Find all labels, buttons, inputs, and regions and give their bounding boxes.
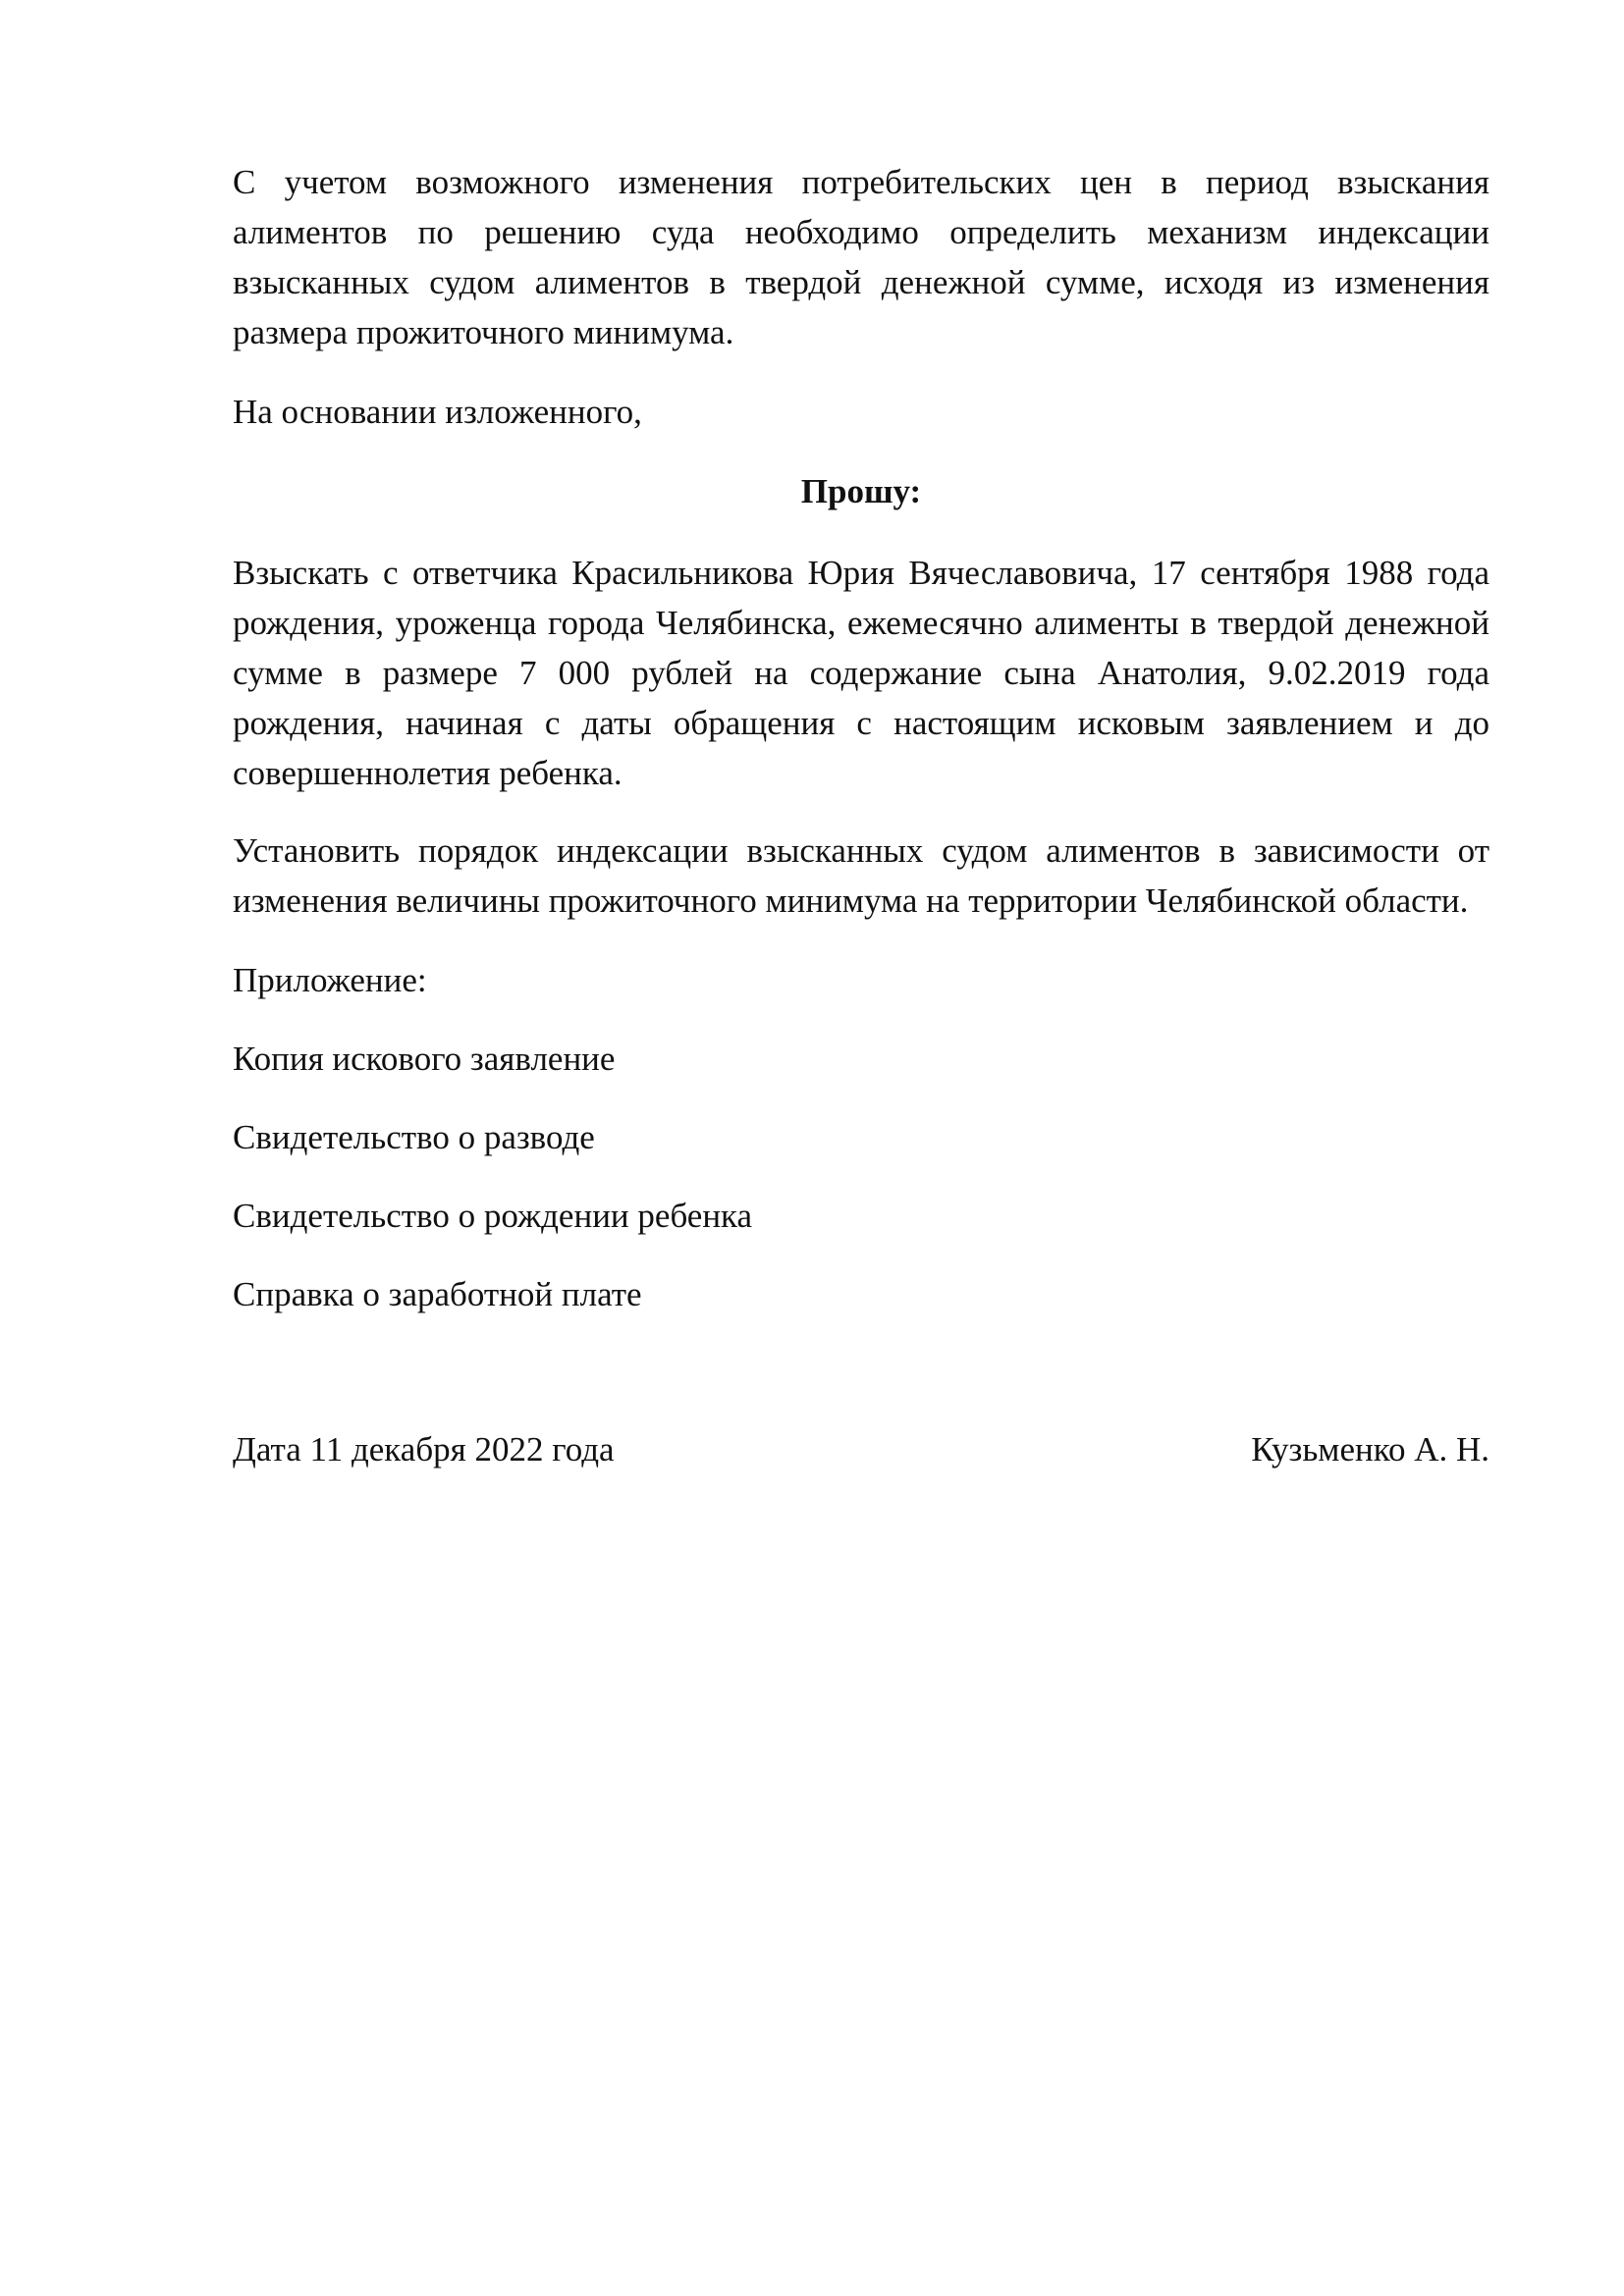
attachment-item: Свидетельство о разводе (233, 1118, 595, 1156)
document-date: Дата 11 декабря 2022 года (233, 1430, 615, 1468)
signature-row (233, 1424, 1489, 1474)
request-heading: Прошу: (800, 472, 922, 510)
document-page (233, 157, 1489, 1474)
attachment-item: Свидетельство о рождении ребенка (233, 1197, 753, 1235)
request-item-alimony: Взыскать с ответчика Красильникова Юрия Вячеславовича, 17 сентября 1988 года рождения, уроженца города Челябинска, ежемесячно алименты в твердой денежной сумме в размере 7 000 рублей на содержание сына Анатолия, 9.02.2019 года рождения, начиная с даты обращения с настоящим исковым заявлением и до совершеннолетия ребенка. (233, 554, 1489, 792)
signature-name: Кузьменко А. Н. (1251, 1430, 1489, 1468)
basis-paragraph: На основании изложенного, (233, 393, 642, 431)
request-item-indexation: Установить порядок индексации взысканных судом алиментов в зависимости от изменения величины прожиточного минимума на территории Челябинской области. (233, 831, 1489, 920)
attachments-label: Приложение: (233, 961, 427, 999)
attachment-item: Справка о заработной плате (233, 1275, 642, 1313)
attachment-item: Копия искового заявление (233, 1040, 616, 1078)
indexation-paragraph: С учетом возможного изменения потребительских цен в период взыскания алиментов по решению суда необходимо определить механизм индексации взысканных судом алиментов в твердой денежной сумме, исходя из изменения размера прожиточного минимума. (233, 163, 1489, 351)
